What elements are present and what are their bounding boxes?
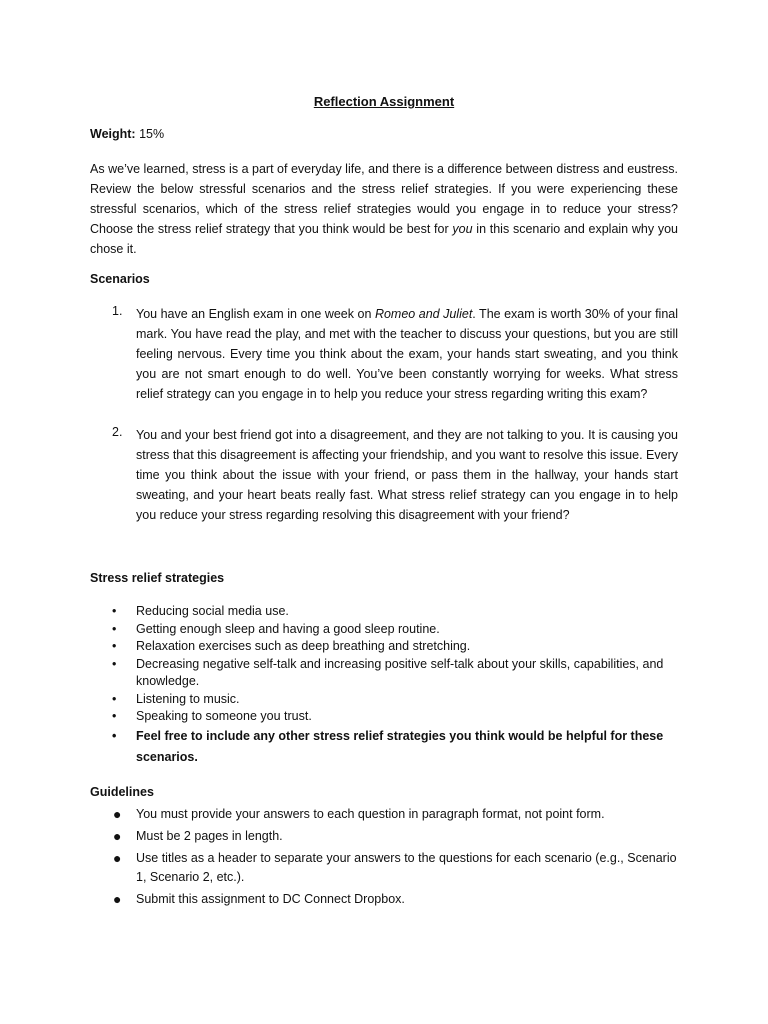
bullet-icon: ●	[113, 806, 122, 822]
scenario-text: You and your best friend got into a disagreement, and they are not talking to you. It is causing you stress that this disagreement is affecting your friendship, and you want to resolve this issue. Every time you think about the issue with your friend, or pass them in the hallway, your hands start sweating, and your heart beats really fast. What stress relief strategy can you engage in to help you reduce your stress regarding resolving this disagreement with your friend?	[136, 428, 678, 522]
list-item: • Getting enough sleep and having a good sleep routine.	[110, 621, 685, 639]
weight-value: 15%	[139, 127, 165, 141]
scenario-number: 1.	[112, 304, 123, 318]
bullet-icon: ●	[113, 828, 122, 844]
intro-emphasis: you	[452, 222, 473, 236]
guidelines-heading: Guidelines	[90, 785, 154, 799]
page-title: Reflection Assignment	[313, 94, 455, 109]
intro-paragraph: As we’ve learned, stress is a part of everyday life, and there is a difference between distress and eustress. Review the below stressful scenarios and the stress relief strategies. If you were experiencing these stressful scenarios, which of the stress relief strategies would you engage in to reduce your stress? Choose the stress relief strategy that you think would be best for you in this scenario and explain why you chose it.	[90, 162, 678, 256]
list-item: ● Submit this assignment to DC Connect Dropbox.	[113, 891, 405, 907]
scenario-2	[112, 425, 678, 525]
list-item: • Reducing social media use.	[110, 603, 685, 621]
bullet-icon: •	[112, 639, 117, 653]
weight-label: Weight:	[90, 127, 136, 141]
guidelines-list	[110, 805, 685, 912]
bullet-icon: •	[112, 728, 117, 743]
bullet-icon: ●	[113, 850, 122, 866]
bullet-icon: •	[112, 604, 117, 618]
strategies-heading: Stress relief strategies	[90, 571, 225, 585]
list-item: • Speaking to someone you trust.	[110, 708, 685, 726]
list-item: ● You must provide your answers to each question in paragraph format, not point form.	[113, 806, 605, 822]
bullet-icon: •	[112, 709, 117, 723]
list-item: ● Use titles as a header to separate your answers to the questions for each scenario (e.g., Scenario 1, Scenario 2, etc.).	[113, 850, 677, 884]
strategies-list	[110, 603, 685, 768]
scenario-text: You have an English exam in one week on Romeo and Juliet. The exam is worth 30% of your final mark. You have read the play, and met with the teacher to discuss your questions, but you are still feeling nervous. Every time you think about the exam, your hands start sweating, and you think you are not smart enough to do well. You’ve been constantly worrying for weeks. What stress relief strategy can you engage in to help you reduce your stress regarding writing this exam?	[136, 307, 679, 401]
book-title: Romeo and Juliet	[374, 307, 473, 321]
list-item: ● Must be 2 pages in length.	[113, 828, 283, 844]
list-item: • Decreasing negative self-talk and increasing positive self-talk about your skills, capabilities, and knowledge.	[112, 656, 664, 688]
scenarios-heading: Scenarios	[90, 272, 150, 286]
scenario-number: 2.	[112, 425, 123, 439]
bullet-icon: •	[112, 691, 117, 706]
bullet-icon: •	[112, 621, 117, 636]
scenario-1	[112, 304, 678, 404]
list-item: • Feel free to include any other stress relief strategies you think would be helpful for these scenarios.	[110, 726, 685, 768]
weight-line	[90, 127, 164, 141]
list-item: • Relaxation exercises such as deep breathing and stretching.	[110, 638, 685, 656]
list-item: • Listening to music.	[110, 691, 685, 709]
bullet-icon: ●	[113, 891, 122, 907]
bullet-icon: •	[112, 656, 117, 671]
